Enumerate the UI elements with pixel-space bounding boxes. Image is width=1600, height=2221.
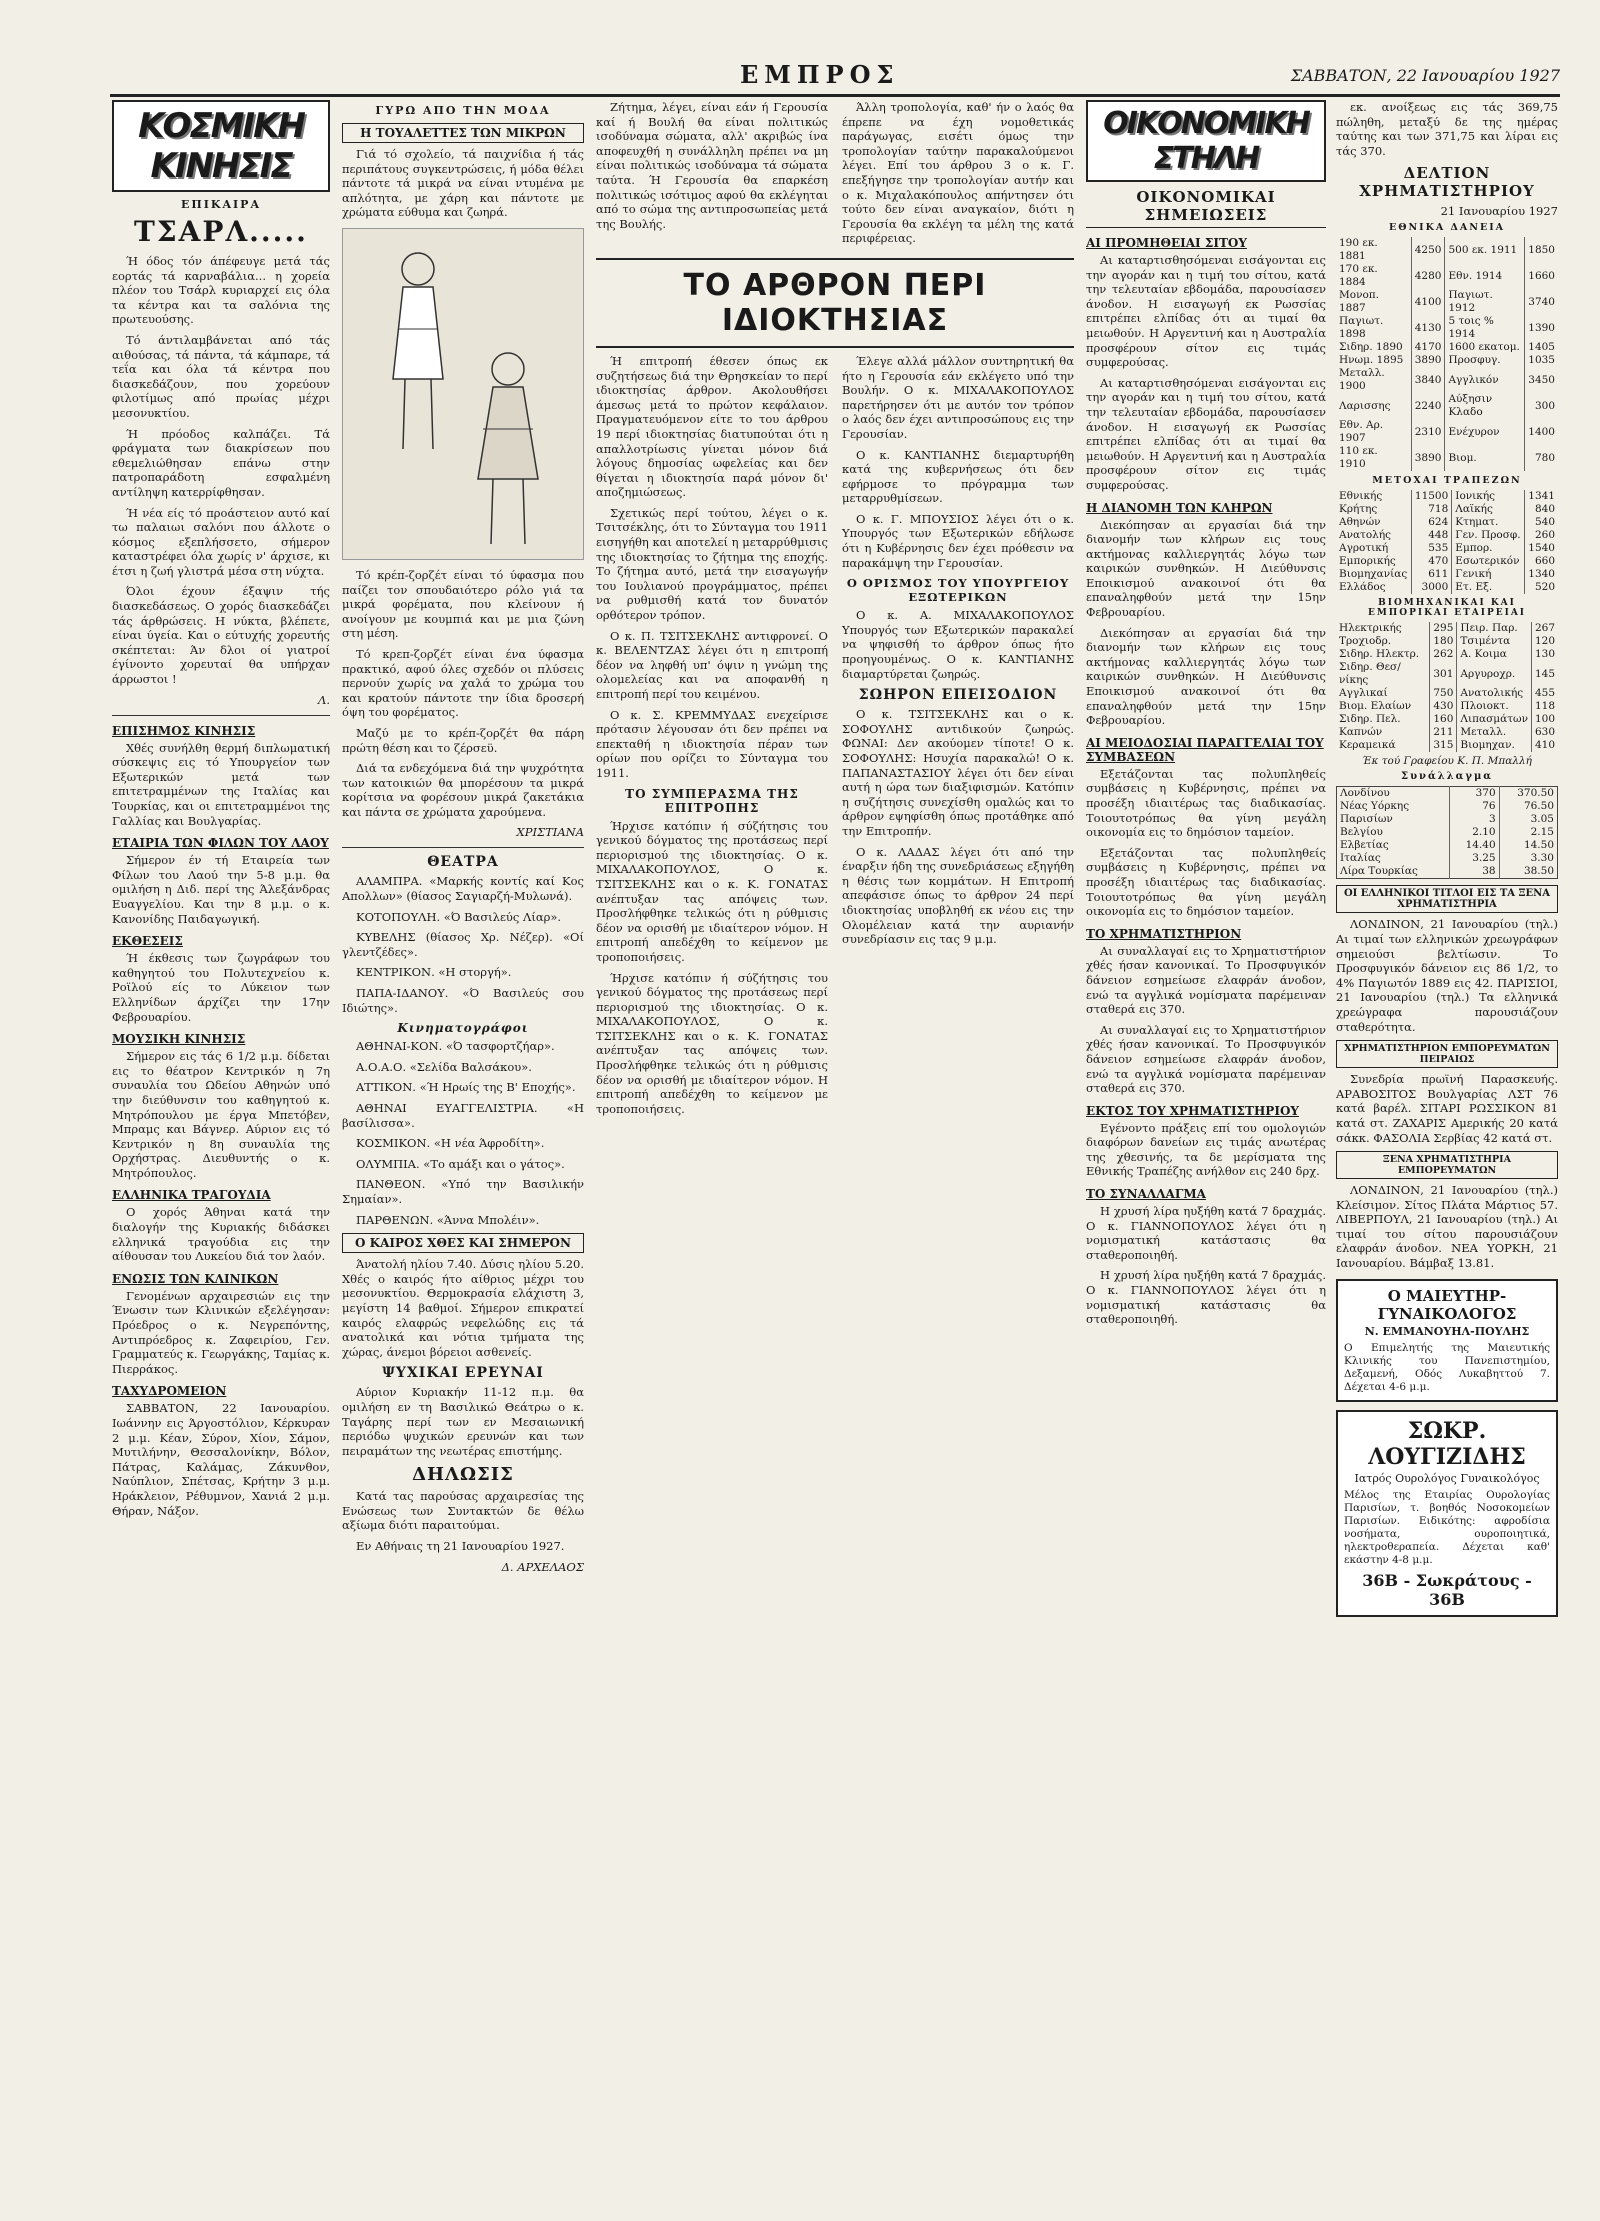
society-section-head: ΕΛΛΗΝΙΚΑ ΤΡΑΓΟΥΔΙΑ	[112, 1188, 271, 1203]
table-cell: 470	[1411, 555, 1452, 568]
fx-head: Συνάλλαγμα	[1401, 771, 1493, 783]
table-cell: Σιδηρ. 1890	[1339, 341, 1403, 354]
table-cell: 1390	[1525, 315, 1558, 341]
foreign-goods-head: ΞΕΝΑ ΧΡΗΜΑΤΙΣΤΗΡΙΑ ΕΜΠΟΡΕΥΜΑΤΩΝ	[1336, 1151, 1558, 1179]
table-cell: 3450	[1525, 367, 1558, 393]
table-cell: 76.50	[1499, 800, 1557, 813]
cinema-listing: ΑΤΤΙΚΟΝ. «Ή Ηρωίς της Β' Εποχής».	[356, 1080, 576, 1095]
politics-middle-paragraph: Ο κ. ΚΑΝΤΙΑΝΗΣ διεμαρτυρήθη κατά της κυβερνήσεως ότι δεν εφήρμοσε το πρόγραμμα των μεταρρυθμίσεων.	[842, 447, 1074, 506]
society-section-head: ΕΚΘΕΣΕΙΣ	[112, 934, 183, 949]
table-cell: Κεραμεικά	[1339, 739, 1396, 752]
table-cell: Ηνωμ. 1895	[1339, 354, 1404, 367]
loans-row	[1336, 263, 1558, 289]
society-paragraph: Όλοι έχουν έξαψιν τής διασκεδάσεως. Ο χορός διασκεδάζει τάς άρθρώσεις. Η νύκτα, βλέπετε, είναι ύγεία. Και ο εύτυχής χορευτής σκέπτεται: Άν δλοι οί γιατροί έγίνοντο χορευταί θα υπήρχαν άρρωστοι !	[112, 584, 330, 687]
loans-row	[1336, 393, 1558, 419]
table-cell: Ενέχυρον	[1445, 419, 1525, 445]
table-cell: 211	[1430, 726, 1457, 739]
table-cell: 370	[1450, 787, 1499, 801]
cinema-listing: ΑΘΗΝΑΙ ΕΥΑΓΓΕΛΙΣΤΡΙΑ. «Η βασίλισσα».	[342, 1101, 584, 1130]
table-cell: Κτηματ.	[1452, 516, 1525, 529]
table-cell: Μεταλλ. 1900	[1339, 367, 1385, 393]
issue-date: ΣΑΒΒΑΤΟΝ, 22 Ιανουαρίου 1927	[1290, 66, 1560, 85]
foreign-titles-head: ΟΙ ΕΛΛΗΝΙΚΟΙ ΤΙΤΛΟΙ ΕΙΣ ΤΑ ΞΕΝΑ ΧΡΗΜΑΤΙΣΤΗΡΙΑ	[1336, 885, 1558, 913]
table-cell: 11500	[1411, 490, 1452, 503]
loans-row	[1336, 315, 1558, 341]
table-cell: Καπνών	[1339, 726, 1383, 739]
fashion-paragraph: Μαζύ με το κρέπ-ζορζέτ θα πάρη πρώτη θέση και το ζέρσεϋ.	[342, 725, 584, 755]
fashion-headline: Η ΤΟΥΑΛΕΤΤΕΣ ΤΩΝ ΜΙΚΡΩΝ	[342, 123, 584, 143]
table-cell: Βελγίου	[1340, 826, 1383, 839]
table-cell: 301	[1430, 661, 1457, 687]
table-cell: 780	[1525, 445, 1558, 471]
table-cell: 1035	[1525, 354, 1558, 367]
shares-row	[1336, 568, 1558, 581]
shares-head: ΜΕΤΟΧΑΙ ΤΡΑΠΕΖΩΝ	[1372, 475, 1522, 487]
table-cell: 260	[1525, 529, 1558, 542]
cinema-listing: ΑΘΗΝΑΙ-ΚΟΝ. «Ό τασφορτζήαρ».	[356, 1039, 555, 1054]
table-cell: Ιταλίας	[1340, 852, 1381, 865]
cinema-listing: ΟΛΥΜΠΙΑ. «Το αμάξι και ο γάτος».	[356, 1156, 565, 1171]
incident-bottom: Ο κ. ΛΑΔΑΣ λέγει ότι από την έναρξιν ήδη της συνεδριάσεως εξηγήθη η θέσις των κομμάτων. Η Επιτροπή απεφάσισε όπως το άρθρον 24 περί ιδιοκτησίας υποβληθή εκ νέου εις την Ολομέλειαν κατά την αυριανήν συνεδρίασιν εις τας 9 μ.μ.	[842, 844, 1074, 947]
table-cell: Πειρ. Παρ.	[1457, 622, 1532, 635]
table-cell: 145	[1531, 661, 1558, 687]
table-cell: 1540	[1525, 542, 1558, 555]
ad-urologist-address: 36Β - Σωκράτους - 36Β	[1362, 1570, 1532, 1609]
table-cell: 180	[1430, 635, 1457, 648]
table-cell: 3840	[1411, 367, 1445, 393]
table-cell: Παρισίων	[1340, 813, 1393, 826]
wheat-head: ΑΙ ΠΡΟΜΗΘΕΙΑΙ ΣΙΤΟΥ	[1086, 236, 1247, 250]
table-cell: Παγιωτ. 1912	[1445, 289, 1525, 315]
table-cell: Ηλεκτρικής	[1339, 622, 1402, 635]
table-cell: 520	[1525, 581, 1558, 594]
plots-text: Διεκόπησαν αι εργασίαι διά την διανομήν των κλήρων εις τους ακτήμονας καλλιεργητάς λόγω των καιρικών συνθηκών. Η Διεύθυνσις Εποικισμού ανακοινοί ότι θα επαναληφθούν μετά την 15ην Φεβρουαρίου.	[1086, 517, 1326, 620]
loans-head: ΕΘΝΙΚΑ ΔΑΝΕΙΑ	[1388, 222, 1506, 234]
table-cell: 130	[1531, 648, 1558, 661]
table-cell: Αργυροχρ.	[1457, 661, 1532, 687]
cinema-listing: ΠΑΡΘΕΝΩΝ. «Άννα Μπολέιν».	[356, 1212, 540, 1227]
table-cell: 262	[1430, 648, 1457, 661]
foreign-titles-text: ΛΟΝΔΙΝΟΝ, 21 Ιανουαρίου (τηλ.) Αι τιμαί των ελληνικών χρεωγράφων σημειούσι βελτίωσιν. Το Προσφυγικόν δάνειον εις 86 1/2, το 4% Παγιωτόν 1889 εις 42. ΠΑΡΙΣΙΟΙ, 21 Ιανουαρίου (τηλ.) Τα ελληνικά χρεώγραφα παρουσιάζουν σταθερότητα.	[1336, 917, 1558, 1034]
fx-row	[1337, 800, 1558, 813]
table-cell: 455	[1531, 687, 1558, 700]
incident-text: Ο κ. ΤΣΙΤΣΕΚΛΗΣ και ο κ. ΣΟΦΟΥΛΗΣ αντιδικούν ζωηρώς. ΦΩΝΑΙ: Δεν ακούομεν τίποτε! Ο κ. ΣΟΦΟΥΛΗΣ: Ησυχία παρακαλώ! Ο κ. ΠΑΠΑΝΑΣΤΑΣΙΟΥ λέγει ότι δεν είναι αυτή η ώρα των διαξιφισμών. Κατόπιν η συζήτησις συνεχίσθη ομαλώς και το άρθρον εψηφίσθη όπως προτάθηκε από την Επιτροπήν.	[842, 707, 1074, 838]
ministry-head: Ο ΟΡΙΣΜΟΣ ΤΟΥ ΥΠΟΥΡΓΕΙΟΥ ΕΞΩΤΕΡΙΚΩΝ	[846, 576, 1070, 605]
currency-head: ΤΟ ΣΥΝΑΛΛΑΓΜΑ	[1086, 1187, 1206, 1202]
stock-bulletin-date: 21 Ιανουαρίου 1927	[1440, 204, 1558, 219]
table-cell: Ετ. Εξ.	[1452, 581, 1525, 594]
society-section-text: ΣΑΒΒΑΤΟΝ, 22 Ιανουαρίου. Ιωάννην εις Άργοστόλιον, Κέρκυραν 2 μ.μ. Κέαν, Σύρον, Χίον, Σάμον, Μυτιλήνην, Θεσσαλονίκην, Βόλον, Πάτρας, Καλάμας, Ζάκυνθον, Ναύπλιον, Σπέτσας, Κρήτην 3 μ.μ. Ηράκλειον, Ρέθυμνον, Χανιά 2 μ.μ. Θήραν, Νάξον.	[112, 1401, 330, 1518]
column-society	[112, 100, 330, 2205]
table-cell: 540	[1525, 516, 1558, 529]
table-cell: Λίρα Τουρκίας	[1340, 865, 1418, 878]
table-cell: Λαϊκής	[1452, 503, 1525, 516]
table-cell: 2.10	[1450, 826, 1499, 839]
table-cell: Βιομηχαν.	[1457, 739, 1532, 752]
table-cell: 430	[1430, 700, 1457, 713]
table-cell: 4130	[1411, 315, 1445, 341]
table-cell: Ελβετίας	[1340, 839, 1389, 852]
society-paragraph: Ή νέα είς τό προάστειον αυτό καί τω παλαιωι σαλόνι που άλλοτε ο κόσμος εξεπλήσσετο, σήμερον καταστρέφει όλα χωρίς ν' άρχισε, κι έτσι η ζωή γλιστρά μέσα στη νύχτα.	[112, 505, 330, 578]
research-head: ΨΥΧΙΚΑΙ ΕΡΕΥΝΑΙ	[382, 1365, 544, 1382]
weather-text: Άνατολή ηλίου 7.40. Δύσις ηλίου 5.20. Χθές ο καιρός ήτο αίθριος μέχρι του μεσονυκτίου. Θερμοκρασία ελάχιστη 3, μεγίστη 14 βαθμοί. Σήμερον επικρατεί καιρός ελαφρώς νεφελώδης εις τά ανατολικά και νότια τμήματα της χώρας, άνεμοι βόρειοι ασθενείς.	[342, 1257, 584, 1359]
exchange-head: ΤΟ ΧΡΗΜΑΤΙΣΤΗΡΙΟΝ	[1086, 926, 1242, 941]
table-cell: Λαρισσης	[1339, 399, 1391, 412]
society-section-text: Ο χορός Άθηναι κατά την διαλογήν της Κυριακής διδάσκει ελληνικά τραγούδια εις την αίθουσαν του Λυκείου διά τον λαόν.	[112, 1205, 330, 1264]
table-cell: 2240	[1411, 393, 1445, 419]
table-cell: Νέας Υόρκης	[1340, 800, 1410, 813]
table-cell: 4250	[1411, 237, 1445, 263]
society-kicker: ΕΠΙΚΑΙΡΑ	[181, 198, 261, 211]
loans-row	[1336, 341, 1558, 354]
table-cell: 100	[1531, 713, 1558, 726]
fx-row	[1337, 852, 1558, 865]
society-section-head: ΕΤΑΙΡΙΑ ΤΩΝ ΦΙΛΩΝ ΤΟΥ ΛΑΟΥ	[112, 836, 329, 851]
plots-text-2: Διεκόπησαν αι εργασίαι διά την διανομήν των κλήρων εις τους ακτήμονας καλλιεργητάς λόγω των καιρικών συνθηκών. Η Διεύθυνσις Εποικισμού ανακοινοί ότι θα επαναληφθούν μετά την 15ην Φεβρουαρίου.	[1086, 625, 1326, 728]
table-cell: 3000	[1411, 581, 1452, 594]
table-cell: 1660	[1525, 263, 1558, 289]
table-cell: 611	[1411, 568, 1452, 581]
shares-row	[1336, 581, 1558, 594]
table-cell: Ανατολής	[1339, 529, 1392, 542]
society-section-text: Σήμερον έν τή Εταιρεία των Φίλων του Λαού την 5-8 μ.μ. θα ομιλήση η Διδ. περί της Άλεξάνδρας Ευαγγελίου. Και την 8 μ.μ. ο κ. Κανονίδης Παιδαγωγική.	[112, 853, 330, 926]
stock-bulletin-head: ΔΕΛΤΙΟΝ ΧΡΗΜΑΤΙΣΤΗΡΙΟΥ	[1359, 164, 1535, 201]
table-cell: Αγγλικαί	[1339, 687, 1388, 700]
table-cell: 3890	[1411, 354, 1445, 367]
property-article-paragraph: Ή επιτροπή έθεσεν όπως εκ συζητήσεως διά την Θρησκείαν το περί ιδιοκτησίας άρθρον. Ακολουθήσει άμεσως μετά το πρώτον κεφάλαιον. Πραγματευόμενον είτε το του άρθρου 19 περί ιδιοκτησίας διατυπούται ότι η απαλλοτρίωσις γίνεται μόνον διά λόγους δημοσίας ωφελείας και δεν θίγεται η ιδιοκτησία παρά μόνον δι' αποζημιώσεως.	[596, 353, 828, 500]
table-cell: 5 τοις % 1914	[1445, 315, 1525, 341]
table-cell: 1340	[1525, 568, 1558, 581]
wheat-text: Αι καταρτισθησόμεναι εισάγονται εις την αγοράν και η τιμή του σίτου, κατά την τελευταίαν εβδομάδα, παρουσίασεν άνοδον. Η εισαγωγή εκ Ρωσσίας επιτρέπει ελπίδας ότι αι τιμαί θα μειωθούν. Η Αργεντινή και η Αυστραλία προσφέρουν σίτον εις τιμάς συμφερούσας.	[1086, 253, 1326, 370]
declaration-signature: Δ. ΑΡΧΕΛΑΟΣ	[501, 1559, 584, 1574]
column-stock	[1336, 100, 1558, 2205]
column-fashion	[342, 100, 584, 2205]
column-economy	[1086, 100, 1326, 2205]
politics-top-paragraph: Ζήτημα, λέγει, είναι εάν ή Γερουσία καί ή Βουλή θα είναι πολιτικώς ισοδύναμα σώματα, αλλ' ακριβώς ίνα αποφευχθή η συνάλληλη πρέπει να μη είναι πολιτικώς ισοδύναμα τά σώματα ταύτα. Ή Γερουσία θα επαρκέση πολιτικώς ισότιμος αφού θα εκλέγηται από το σώμα της αντιπροσωπείας μετά της Βουλής.	[596, 100, 828, 231]
society-paragraph: Τό άντιλαμβάνεται από τάς αιθούσας, τά πάντα, τά κάμπαρε, τά τεΐα και όλα τά κέντρα που διασκεδάζουν, που χορεύουν φιλοτίμως από πρωίας μέχρι μεσονυκτίου.	[112, 332, 330, 420]
shares-row	[1336, 490, 1558, 503]
declaration-head: ΔΗΛΩΣΙΣ	[412, 1464, 514, 1486]
ad-gynecologist-person: Ν. ΕΜΜΑΝΟΥΗΛ-ΠΟΥΛΗΣ	[1364, 1324, 1530, 1338]
ad-gynecologist	[1336, 1279, 1558, 1402]
society-section-head: ΤΑΧΥΔΡΟΜΕΙΟΝ	[112, 1384, 227, 1399]
loans-row	[1336, 367, 1558, 393]
table-cell: 110 εκ. 1910	[1339, 445, 1378, 471]
table-cell: 718	[1411, 503, 1452, 516]
theatres-head: ΘΕΑΤΡΑ	[427, 854, 499, 871]
society-signature: Λ.	[318, 692, 330, 707]
loans-table	[1336, 237, 1558, 471]
ad-urologist-title: ΣΩΚΡ. ΛΟΥΓΙΖΙΔΗΣ	[1368, 1417, 1526, 1470]
table-cell: Μονοπ. 1887	[1339, 289, 1380, 315]
table-cell: 535	[1411, 542, 1452, 555]
industry-row	[1336, 726, 1558, 739]
table-cell: 370.50	[1499, 787, 1557, 801]
theatre-listing: ΚΕΝΤΡΙΚΟΝ. «Η στοργή».	[356, 965, 512, 980]
industry-table	[1336, 622, 1558, 752]
table-cell: 295	[1430, 622, 1457, 635]
committee-conclusion-head: ΤΟ ΣΥΜΠΕΡΑΣΜΑ ΤΗΣ ΕΠΙΤΡΟΠΗΣ	[625, 786, 799, 815]
society-banner: ΚΟΣΜΙΚΗ ΚΙΝΗΣΙΣ	[112, 100, 330, 192]
shares-row	[1336, 529, 1558, 542]
fx-row	[1337, 865, 1558, 879]
industry-row	[1336, 635, 1558, 648]
society-paragraph: Ή όδος τόν άπέφευγε μετά τάς εορτάς τά καρναβάλια... η χορεία πλέον του Τσάρλ κυριαρχεί εις όλα τα κέντρα και τα σαλόνια της πρωτευούσης.	[112, 254, 330, 327]
loans-row	[1336, 445, 1558, 471]
table-cell: Γεν. Προσφ.	[1452, 529, 1525, 542]
table-cell: 160	[1430, 713, 1457, 726]
table-cell: 38.50	[1499, 865, 1557, 879]
goods-text: Συνεδρία πρωϊνή Παρασκευής. ΑΡΑΒΟΣΙΤΟΣ Βουλγαρίας ΛΣΤ 76 κατά βαρέλ. ΣΙΤΑΡΙ ΡΩΣΣΙΚΟΝ 81 κατά στ. ΖΑΧΑΡΙΣ Αμερικής 20 κατά σάκκ. ΦΑΣΟΛΙΑ Σερβίας 42 κατά στ.	[1336, 1072, 1558, 1145]
table-cell: 2.15	[1499, 826, 1557, 839]
wheat-text-2: Αι καταρτισθησόμεναι εισάγονται εις την αγοράν και η τιμή του σίτου, κατά την τελευταίαν εβδομάδα, παρουσίασεν άνοδον. Η εισαγωγή εκ Ρωσσίας επιτρέπει ελπίδας ότι αι τιμαί θα μειωθούν. Η Αργεντινή και η Αυστραλία προσφέρουν σίτον εις τιμάς συμφερούσας.	[1086, 375, 1326, 492]
cinema-listing: ΚΟΣΜΙΚΟΝ. «Η νέα Άφροδίτη».	[356, 1136, 545, 1151]
fashion-illustration	[342, 228, 584, 560]
table-cell: Προσφυγ.	[1445, 354, 1525, 367]
table-cell: Ελλάδος	[1339, 581, 1386, 594]
table-cell: Εθν. Αρ. 1907	[1339, 419, 1384, 445]
shares-row	[1336, 542, 1558, 555]
fashion-paragraph: Διά τα ενδεχόμενα διά την ψυχρότητα των κατοικιών θα μπορέσουν τα μικρά κορίτσια να φορέσουν μικρά ζακετάκια και πάντα σε χρώματα χαρούμενα.	[342, 761, 584, 819]
table-cell: 3.05	[1499, 813, 1557, 826]
theatre-listing: ΚΟΤΟΠΟΥΛΗ. «Ό Βασιλεύς Λίαρ».	[356, 909, 562, 924]
table-cell: 3.30	[1499, 852, 1557, 865]
table-cell: 14.40	[1450, 839, 1499, 852]
shares-row	[1336, 503, 1558, 516]
table-cell: 14.50	[1499, 839, 1557, 852]
politics-middle-paragraph: Ο κ. Γ. ΜΠΟΥΣΙΟΣ λέγει ότι ο κ. Υπουργός των Εξωτερικών εδήλωσε ότι η Κυβέρνησις δεν έχει πρόθεσιν να παρακάμψη την Γερουσίαν.	[842, 511, 1074, 570]
loans-row	[1336, 419, 1558, 445]
cinema-listing: ΠΑΝΘΕΟΝ. «Υπό την Βασιλικήν Σημαίαν».	[342, 1177, 584, 1206]
table-cell: 3740	[1525, 289, 1558, 315]
industry-row	[1336, 700, 1558, 713]
table-cell: 1405	[1525, 341, 1558, 354]
exchange-text: Αι συναλλαγαί εις το Χρηματιστήριον χθές ήσαν κανονικαί. Το Προσφυγικόν δάνειον εσημείωσε ελαφράν άνοδον, ενώ τα αγγλικά νομίσματα παρέμειναν σταθερά εις 370.	[1086, 943, 1326, 1017]
industry-row	[1336, 739, 1558, 752]
foreign-goods-text: ΛΟΝΔΙΝΟΝ, 21 Ιανουαρίου (τηλ.) Κλείσιμον. Σίτος Πλάτα Μάρτιος 57. ΛΙΒΕΡΠΟΥΛ, 21 Ιανουαρίου (τηλ.) Αι τιμαί του σίτου παρουσιάζουν ελαφράν άνοδον. ΝΕΑ ΥΟΡΚΗ, 21 Ιανουαρίου. Βάμβαξ 13.81.	[1336, 1183, 1558, 1271]
fx-row	[1337, 787, 1558, 801]
table-cell: 3	[1450, 813, 1499, 826]
table-cell: 660	[1525, 555, 1558, 568]
table-cell: 315	[1430, 739, 1457, 752]
theatre-listing: ΠΑΠΑ-ΙΔΑΝΟΥ. «Ό Βασιλεύς σου Ιδιώτης».	[342, 986, 584, 1015]
table-cell: 3890	[1411, 445, 1445, 471]
table-cell: Αγροτική	[1339, 542, 1389, 555]
loans-row	[1336, 354, 1558, 367]
table-cell: Εθνικής	[1339, 490, 1383, 503]
table-cell: Γενική	[1452, 568, 1525, 581]
table-cell: 750	[1430, 687, 1457, 700]
property-article-paragraph: Σχετικώς περί τούτου, λέγει ο κ. Τσιτσέκλης, ότι το Σύνταγμα του 1911 εισηγήθη και αποτελεί η μεταρρύθμισις της ιδιοκτησίας το ζήτημα της εποχής. Το ζήτημα αυτό, μετά την εισαγωγήν του Ιουλιανού προγράμματος, πρέπει να ρυθμισθή κατά τον δυνατόν ορθότερον τρόπον.	[596, 505, 828, 623]
table-cell: 267	[1531, 622, 1558, 635]
table-cell: Πλοιοκτ.	[1457, 700, 1532, 713]
table-cell: Λιπασμάτων	[1457, 713, 1532, 726]
table-cell: 118	[1531, 700, 1558, 713]
economy-banner: ΟΙΚΟΝΟΜΙΚΗ ΣΤΗΛΗ	[1086, 100, 1326, 182]
cinema-listing: Α.Ο.Α.Ο. «Σελίδα Βαλσάκου».	[356, 1059, 532, 1074]
politics-middle-paragraph: Έλεγε αλλά μάλλον συντηρητική θα ήτο η Γερουσία εάν εκλέγετο υπό την Βουλήν. Ο κ. ΜΙΧΑΛΑΚΟΠΟΥΛΟΣ παρετήρησεν ότι με αυτόν τον τρόπον ο λαός δεν έχει αντιπροσώπους εις την Γερουσίαν.	[842, 353, 1074, 441]
property-article-paragraph: Ο κ. Π. ΤΣΙΤΣΕΚΛΗΣ αντιφρονεί. Ο κ. ΒΕΛΕΝΤΖΑΣ λέγει ότι η επιτροπή δέον να ληφθή υπ' όψιν η γνώμη της ολομελείας και να αποφανθή η επιτροπή περί του κειμένου.	[596, 628, 828, 701]
table-cell: Σιδηρ. Θεσ/νίκης	[1339, 661, 1401, 687]
fx-row	[1337, 839, 1558, 852]
fashion-paragraph: Τό κρέπ-ζορζέτ είναι τό ύφασμα που παίζει τον σπουδαιότερο ρόλο γιά τα μικρά φορέματα, που κλείνουν ή ανοίγουν με κουμπιά και με μια ζώνη στη μέση.	[342, 567, 584, 641]
table-cell: 190 εκ. 1881	[1339, 237, 1378, 263]
stock-top-text: εκ. ανοίξεως εις τάς 369,75 πώληθη, μεταξύ δε της ημέρας ταύτης και των 371,75 και λίραι εις τάς 370.	[1336, 100, 1558, 158]
committee-conclusion-text-2: Ήρχισε κατόπιν ή σύζήτησις του γενικού δόγματος της προτάσεως περί περιορισμού της ιδιοκτησίας. Ο κ. ΜΙΧΑΛΑΚΟΠΟΥΛΟΣ, Ο κ. ΤΣΙΤΣΕΚΛΗΣ και ο κ. Κ. ΓΟΝΑΤΑΣ ανέπτυξαν τας απόψεις των. Προσλήφθηκε τελικώς ότι η ρύθμισις δέον να ορισθή με ιδιαίτερον νόμον. Η επιτροπή απεδέχθη το κείμενον με τροποποιήσεις.	[596, 970, 828, 1116]
outside-exchange-text: Εγένοντο πράξεις επί του ομολογιών διαφόρων δανείων εις τιμάς ανωτέρας της χθεσινής, τα δε μερίσματα της Εθνικής Τραπέζης ανήλθον εις 240 δρχ.	[1086, 1120, 1326, 1179]
table-cell: 38	[1450, 865, 1499, 879]
fashion-signature: ΧΡΙΣΤΙΑΝΑ	[516, 825, 584, 840]
table-cell: 630	[1531, 726, 1558, 739]
industry-row	[1336, 713, 1558, 726]
table-cell: Α. Κοιμα	[1457, 648, 1532, 661]
fx-row	[1337, 826, 1558, 839]
goods-head: ΧΡΗΜΑΤΙΣΤΗΡΙΟΝ ΕΜΠΟΡΕΥΜΑΤΩΝ ΠΕΙΡΑΙΩΣ	[1336, 1040, 1558, 1068]
society-section-text: Σήμερον εις τάς 6 1/2 μ.μ. δίδεται εις το θέατρον Κεντρικόν η 7η συναυλία του Ωδείου Αθηνών υπό την διεύθυνσιν του καθηγητού κ. Μητρόπουλου με έργα Μπετόβεν, Μπραμς και Βάγνερ. Αύριον εις τό Κεντρικόν η 8η συναυλία της Ορχήστρας. Διευθυντής ο κ. Μητρόπουλος.	[112, 1049, 330, 1180]
newspaper-title: ΕΜΠΡΟΣ	[740, 60, 900, 89]
incident-head: ΣΩΗΡΟΝ ΕΠΕΙΣΟΔΙΟΝ	[858, 687, 1058, 704]
contracts-head: ΑΙ ΜΕΙΟΔΟΣΙΑΙ ΠΑΡΑΓΓΕΛΙΑΙ ΤΟΥ ΣΥΜΒΑΣΕΩΝ	[1086, 735, 1324, 764]
loans-row	[1336, 237, 1558, 263]
table-cell: 500 εκ. 1911	[1445, 237, 1525, 263]
table-cell: Κρήτης	[1339, 503, 1378, 516]
ministry-text: Ο κ. Α. ΜΙΧΑΛΑΚΟΠΟΥΛΟΣ Υπουργός των Εξωτερικών παρακαλεί να ψηφισθή το άρθρον όπως ήτο προηγουμένως. Ο κ. ΚΑΝΤΙΑΝΗΣ διαμαρτύρεται ζωηρώς.	[842, 608, 1074, 681]
shares-row	[1336, 516, 1558, 529]
politics-top-paragraph: Άλλη τροπολογία, καθ' ήν ο λαός θα έπρεπε να έχη νομοθετικάς παράγωγας, εισέτι όμως την τροπολογίαν ταύτην παρακαλούμενοι λέγει. Επί του άρθρου 3 ο κ. Γ. επεξήγησε την τροπολογίαν αυτήν και ο κ. Μιχαλακόπουλος απήντησεν ότι τούτο δεν είναι αναγκαίον, διότι η Γερουσία θα εκλέγη τα μέλη της κατά περιφέρειας.	[842, 100, 1074, 246]
industry-row	[1336, 661, 1558, 687]
table-cell: 840	[1525, 503, 1558, 516]
shares-row	[1336, 555, 1558, 568]
cinemas-head: Κινηματογράφοι	[397, 1021, 529, 1036]
society-section-head: ΜΟΥΣΙΚΗ ΚΙΝΗΣΙΣ	[112, 1032, 246, 1047]
table-cell: 4100	[1411, 289, 1445, 315]
economy-headline: ΟΙΚΟΝΟΜΙΚΑΙ ΣΗΜΕΙΩΣΕΙΣ	[1086, 188, 1326, 228]
fashion-paragraph: Τό κρεπ-ζορζέτ είναι ένα ύφασμα πρακτικό, αφού όλες σχεδόν οι πλύσεις περνούν χωρίς να χαλά το χρώμα του και κρατούν πάντοτε την ίδια δροσερή όψη του φορέματος.	[342, 646, 584, 720]
table-cell: 1600 εκατομ.	[1445, 341, 1525, 354]
society-section-head: ΕΝΩΣΙΣ ΤΩΝ ΚΛΙΝΙΚΩΝ	[112, 1271, 279, 1286]
society-section-head: ΕΠΙΣΗΜΟΣ ΚΙΝΗΣΙΣ	[112, 723, 256, 738]
property-article-paragraph: Ο κ. Σ. ΚΡΕΜΜΥΔΑΣ ενεχείρισε πρότασιν λέγουσαν ότι δεν πρέπει να επεκταθή η ιδιοκτησία πέραν των ορίων που ορίζει το Σύνταγμα του 1911.	[596, 707, 828, 780]
table-cell: Εθν. 1914	[1445, 263, 1525, 289]
plots-head: Η ΔΙΑΝΟΜΗ ΤΩΝ ΚΛΗΡΩΝ	[1086, 500, 1273, 515]
fashion-kicker: ΓΥΡΩ ΑΠΟ ΤΗΝ ΜΟΔΑ	[375, 104, 551, 117]
table-cell: 4170	[1411, 341, 1445, 354]
table-cell: Βιομ. Ελαίων	[1339, 700, 1412, 713]
table-cell: Βιομ.	[1445, 445, 1525, 471]
table-cell: 624	[1411, 516, 1452, 529]
table-cell: Εσωτερικόν	[1452, 555, 1525, 568]
ad-gynecologist-title: Ο ΜΑΙΕΥΤΗΡ-ΓΥΝΑΙΚΟΛΟΓΟΣ	[1377, 1286, 1517, 1323]
table-cell: 2310	[1411, 419, 1445, 445]
fashion-intro: Γιά τό σχολείο, τά παιχνίδια ή τάς περιπάτους συγκεντρώσεις, ή μόδα θέλει πάντοτε τά μικρά να είναι ντυμένα με απλότητα, με χάρη και πάντοτε με χρώματα εύθυμα και ζωηρά.	[342, 147, 584, 220]
currency-text-2: Η χρυσή λίρα ηυξήθη κατά 7 δραχμάς. Ο κ. ΓΙΑΝΝΟΠΟΥΛΟΣ λέγει ότι η νομισματική κατάστασις θα σταθεροποιηθή.	[1086, 1268, 1326, 1327]
society-section-text: Χθές συνήλθη θερμή διπλωματική σύσκεψις εις τό Υπουργείον των Εξωτερικών μετά των επιτετραμμένων της Ιταλίας και Τουρκίας, και οι επιτετραμμένοι της Γαλλίας και Βουλγαρίας.	[112, 740, 330, 828]
society-headline: ΤΣΑΡΛ.....	[134, 215, 308, 248]
table-cell: Ιονικής	[1452, 490, 1525, 503]
table-cell: Σιδηρ. Ηλεκτρ.	[1339, 648, 1420, 661]
ad-urologist-desc: Μέλος της Εταιρίας Ουρολογίας Παρισίων, τ. βοηθός Νοσοκομείων Παρισίων. Ειδικότης: αφροδίσια νοσήματα, ουροποιητικά, ηλεκτροθεραπεία. Δέχεται καθ' εκάστην 4-8 μ.μ.	[1344, 1488, 1550, 1566]
table-cell: 3.25	[1450, 852, 1499, 865]
table-cell: 170 εκ. 1884	[1339, 263, 1378, 289]
industry-head: ΒΙΟΜΗΧΑΝΙΚΑΙ ΚΑΙ ΕΜΠΟΡΙΚΑΙ ΕΤΑΙΡΕΙΑΙ	[1367, 598, 1527, 619]
industry-row	[1336, 622, 1558, 635]
table-cell: 1850	[1525, 237, 1558, 263]
table-cell: 300	[1525, 393, 1558, 419]
column-politics	[596, 100, 1074, 2205]
table-cell: 410	[1531, 739, 1558, 752]
table-cell: 448	[1411, 529, 1452, 542]
industry-row	[1336, 687, 1558, 700]
ad-gynecologist-desc: Ο Επιμελητής της Μαιευτικής Κλινικής του Πανεπιστημίου, Δεξαμενή, Οδός Λυκαβηττού 7. Δέχεται 4-6 μ.μ.	[1344, 1341, 1550, 1393]
weather-head: Ο ΚΑΙΡΟΣ ΧΘΕΣ ΚΑΙ ΣΗΜΕΡΟΝ	[342, 1233, 584, 1253]
outside-exchange-head: ΕΚΤΟΣ ΤΟΥ ΧΡΗΜΑΤΙΣΤΗΡΙΟΥ	[1086, 1103, 1299, 1118]
committee-conclusion-text: Ήρχισε κατόπιν ή σύζήτησις του γενικού δόγματος της προτάσεως περί περιορισμού της ιδιοκτησίας. Ο κ. ΜΙΧΑΛΑΚΟΠΟΥΛΟΣ, Ο κ. ΤΣΙΤΣΕΚΛΗΣ και ο κ. Κ. ΓΟΝΑΤΑΣ ανέπτυξαν τας απόψεις των. Προσλήφθηκε τελικώς ότι η ρύθμισις δέον να ορισθή με ιδιαίτερον νόμον. Η επιτροπή απεδέχθη το κείμενον με τροποποιήσεις.	[596, 818, 828, 964]
loans-row	[1336, 289, 1558, 315]
contracts-text: Εξετάζονται τας πολυπληθείς συμβάσεις η Κυβέρνησις, πρέπει να προσέξη ιδιαιτέρως τας διαδικασίας. Τοιουτοτρόπως θα γίνη μεγάλη οικονομία εις το δημόσιον ταμείον.	[1086, 766, 1326, 840]
theatre-listing: ΚΥΒΕΛΗΣ (θίασος Χρ. Νέζερ). «Οί γλεντζέδες».	[342, 930, 584, 959]
table-cell: Τροχιοδρ.	[1339, 635, 1392, 648]
exchange-text-2: Αι συναλλαγαί εις το Χρηματιστήριον χθές ήσαν κανονικαί. Το Προσφυγικόν δάνειον εσημείωσε ελαφράν άνοδον, ενώ τα αγγλικά νομίσματα παρέμειναν σταθερά εις 370.	[1086, 1022, 1326, 1096]
stock-source: Έκ τού Γραφείου Κ. Π. Μπαλλή	[1362, 755, 1532, 768]
table-cell: Τσιμέντα	[1457, 635, 1532, 648]
table-cell: 120	[1531, 635, 1558, 648]
masthead	[110, 60, 1560, 97]
table-cell: Σιδηρ. Πελ.	[1339, 713, 1401, 726]
table-cell: Εμπορ.	[1452, 542, 1525, 555]
property-article-headline: ΤΟ ΑΡΘΡΟΝ ΠΕΡΙ ΙΔΙΟΚΤΗΣΙΑΣ	[596, 258, 1074, 348]
declaration-date: Εν Αθήναις τη 21 Ιανουαρίου 1927.	[356, 1539, 565, 1554]
table-cell: Λονδίνου	[1340, 787, 1390, 800]
table-cell: Αθηνών	[1339, 516, 1381, 529]
theatre-listing: ΑΛΑΜΠΡΑ. «Μαρκής κοντίς καί Κος Απολλων» (θίασος Σαγιαρζή-Μυλωνά).	[342, 874, 584, 904]
contracts-text-2: Εξετάζονται τας πολυπληθείς συμβάσεις η Κυβέρνησις, πρέπει να προσέξη ιδιαιτέρως τας διαδικασίας. Τοιουτοτρόπως θα γίνη μεγάλη οικονομία εις το δημόσιον ταμείον.	[1086, 845, 1326, 919]
table-cell: Αύξησιν Κλαδο	[1445, 393, 1525, 419]
table-cell: 76	[1450, 800, 1499, 813]
table-cell: Αγγλικόν	[1445, 367, 1525, 393]
society-section-text: Γενομένων αρχαιρεσιών εις την Ένωσιν των Κλινικών εξελέγησαν: Πρόεδρος ο κ. Νεγρεπόντης, Αντιπρόεδρος κ. Ζαφειρίου, Γεν. Γραμματεύς κ. Γεωργάκης, Ταμίας κ. Πιερράκος.	[112, 1288, 330, 1376]
table-cell: 4280	[1411, 263, 1445, 289]
society-paragraph: Ή πρόοδος καλπάζει. Τά φράγματα των διακρίσεων που εθεμελιώθησαν επάνω στην πατροπαράδοτη εσφαλμένη αντίληψη κατερρίφθησαν.	[112, 426, 330, 499]
research-text: Αύριον Κυριακήν 11-12 π.μ. θα ομιλήση εν τη Βασιλικώ Θεάτρω ο κ. Ταγάρης περί των εν Μεσαιωνική περιόδω ψυχικών ερευνών και των πειραμάτων της νεωτέρας επιστήμης.	[342, 1385, 584, 1458]
table-cell: Βιομηχανίας	[1339, 568, 1408, 581]
industry-row	[1336, 648, 1558, 661]
table-cell: Παγιωτ. 1898	[1339, 315, 1384, 341]
table-cell: Εμπορικής	[1339, 555, 1396, 568]
table-cell: 1400	[1525, 419, 1558, 445]
table-cell: Μεταλλ.	[1457, 726, 1532, 739]
table-cell: Ανατολικής	[1457, 687, 1532, 700]
fx-row	[1337, 813, 1558, 826]
ad-urologist	[1336, 1410, 1558, 1617]
currency-text: Η χρυσή λίρα ηυξήθη κατά 7 δραχμάς. Ο κ. ΓΙΑΝΝΟΠΟΥΛΟΣ λέγει ότι η νομισματική κατάστασις θα σταθεροποιηθή.	[1086, 1204, 1326, 1262]
table-cell: 1341	[1525, 490, 1558, 503]
ad-urologist-specialty: Ιατρός Ουρολόγος Γυναικολόγος	[1354, 1471, 1540, 1485]
declaration-text: Κατά τας παρούσας αρχαιρεσίας της Ενώσεως των Συντακτών δε θέλω αξίωμα διότι παραιτούμαι.	[342, 1489, 584, 1533]
fx-table	[1336, 786, 1558, 879]
shares-table	[1336, 490, 1558, 594]
society-section-text: Ή έκθεσις των ζωγράφων του καθηγητού του Πολυτεχνείου κ. Ροϊλού είς το Λύκειον των Ελληνίδων άρχίζει την 17ην Φεβρουαρίου.	[112, 951, 330, 1024]
